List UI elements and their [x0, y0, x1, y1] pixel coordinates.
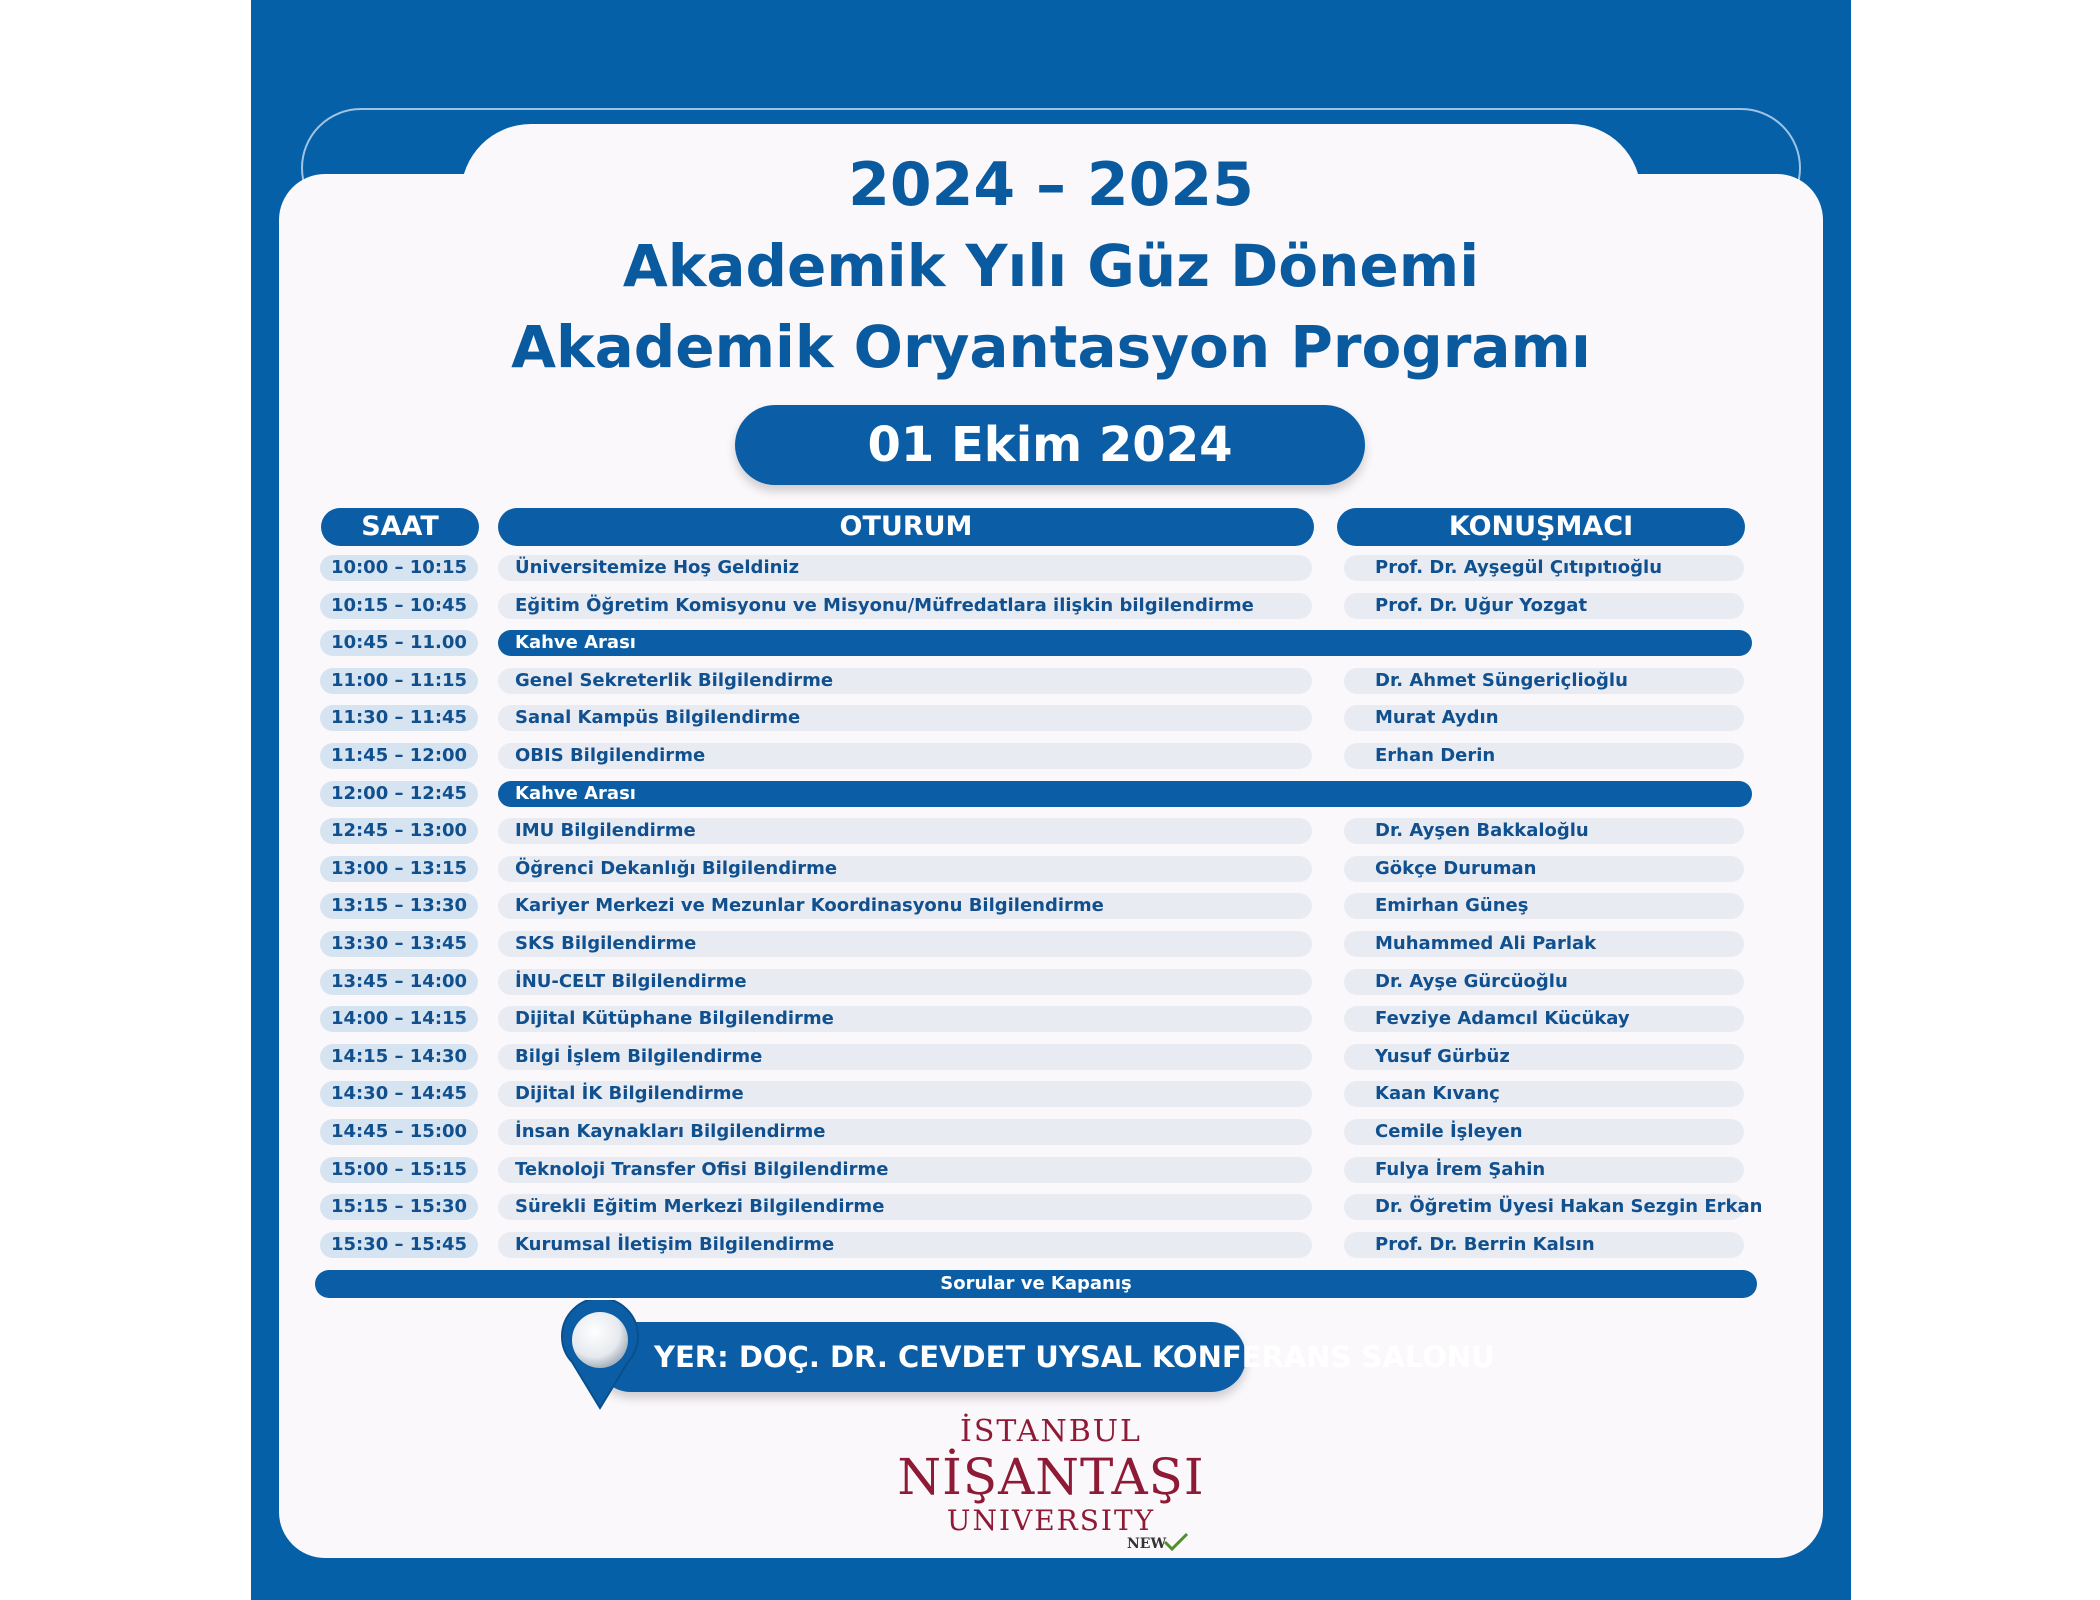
session-cell: Dijital İK Bilgilendirme [498, 1081, 1312, 1107]
location-pin-icon [560, 1300, 640, 1410]
table-row [251, 592, 1851, 620]
speaker-cell: Fulya İrem Şahin [1344, 1157, 1744, 1183]
session-cell: Kariyer Merkezi ve Mezunlar Koordinasyonu Bilgilendirme [498, 893, 1312, 919]
time-cell: 10:00 – 10:15 [320, 555, 478, 581]
coffee-break-bar: Kahve Arası [498, 630, 1752, 656]
speaker-cell: Fevziye Adamcıl Kücükay [1344, 1006, 1744, 1032]
table-row [251, 817, 1851, 845]
column-header-time: SAAT [321, 508, 479, 546]
session-cell: Dijital Kütüphane Bilgilendirme [498, 1006, 1312, 1032]
session-cell: İNU-CELT Bilgilendirme [498, 969, 1312, 995]
table-row [251, 1231, 1851, 1259]
session-cell: IMU Bilgilendirme [498, 818, 1312, 844]
time-cell: 13:15 – 13:30 [320, 893, 478, 919]
table-row [251, 855, 1851, 883]
speaker-cell: Dr. Ayşe Gürcüoğlu [1344, 969, 1744, 995]
table-row [251, 1118, 1851, 1146]
speaker-cell: Dr. Ayşen Bakkaloğlu [1344, 818, 1744, 844]
table-row [251, 554, 1851, 582]
title-semester: Akademik Yılı Güz Dönemi [622, 232, 1480, 300]
venue-banner: YER: DOÇ. DR. CEVDET UYSAL KONFERANS SALONU [596, 1322, 1246, 1392]
logo-text-nisantasi: NİŞANTAŞI [897, 1448, 1205, 1506]
table-row [251, 742, 1851, 770]
column-header-speaker: KONUŞMACI [1337, 508, 1745, 546]
time-cell: 10:45 – 11.00 [320, 630, 478, 656]
time-cell: 14:45 – 15:00 [320, 1119, 478, 1145]
speaker-cell: Gökçe Duruman [1344, 856, 1744, 882]
time-cell: 15:15 – 15:30 [320, 1194, 478, 1220]
session-cell: Üniversitemize Hoş Geldiniz [498, 555, 1312, 581]
table-row [251, 667, 1851, 695]
time-cell: 12:45 – 13:00 [320, 818, 478, 844]
speaker-cell: Prof. Dr. Ayşegül Çıtıpıtıoğlu [1344, 555, 1744, 581]
logo-check-icon [1163, 1532, 1189, 1552]
speaker-cell: Prof. Dr. Berrin Kalsın [1344, 1232, 1744, 1258]
time-cell: 14:00 – 14:15 [320, 1006, 478, 1032]
table-row [251, 892, 1851, 920]
coffee-break-bar: Kahve Arası [498, 781, 1752, 807]
closing-bar: Sorular ve Kapanış [315, 1270, 1757, 1298]
time-cell: 11:45 – 12:00 [320, 743, 478, 769]
speaker-cell: Prof. Dr. Uğur Yozgat [1344, 593, 1744, 619]
speaker-cell: Murat Aydın [1344, 705, 1744, 731]
logo-text-istanbul: İSTANBUL [960, 1414, 1142, 1449]
speaker-cell: Cemile İşleyen [1344, 1119, 1744, 1145]
speaker-cell: Muhammed Ali Parlak [1344, 931, 1744, 957]
time-cell: 15:30 – 15:45 [320, 1232, 478, 1258]
break-row [251, 629, 1851, 657]
speaker-cell: Kaan Kıvanç [1344, 1081, 1744, 1107]
speaker-cell: Dr. Ahmet Süngeriçlioğlu [1344, 668, 1744, 694]
logo-text-university: UNIVERSITY [946, 1504, 1156, 1537]
title-program: Akademik Oryantasyon Programı [511, 313, 1591, 381]
table-row [251, 1193, 1851, 1221]
session-cell: Sanal Kampüs Bilgilendirme [498, 705, 1312, 731]
session-cell: İnsan Kaynakları Bilgilendirme [498, 1119, 1312, 1145]
speaker-cell: Emirhan Güneş [1344, 893, 1744, 919]
time-cell: 14:30 – 14:45 [320, 1081, 478, 1107]
session-cell: Bilgi İşlem Bilgilendirme [498, 1044, 1312, 1070]
column-header-session: OTURUM [498, 508, 1314, 546]
time-cell: 10:15 – 10:45 [320, 593, 478, 619]
time-cell: 13:45 – 14:00 [320, 969, 478, 995]
time-cell: 13:00 – 13:15 [320, 856, 478, 882]
table-row [251, 704, 1851, 732]
session-cell: Kurumsal İletişim Bilgilendirme [498, 1232, 1312, 1258]
date-badge: 01 Ekim 2024 [735, 405, 1365, 485]
session-cell: Öğrenci Dekanlığı Bilgilendirme [498, 856, 1312, 882]
logo-text-new: NEW [1127, 1536, 1167, 1552]
session-cell: Sürekli Eğitim Merkezi Bilgilendirme [498, 1194, 1312, 1220]
poster [251, 0, 1851, 1600]
table-row [251, 930, 1851, 958]
session-cell: OBIS Bilgilendirme [498, 743, 1312, 769]
session-cell: SKS Bilgilendirme [498, 931, 1312, 957]
speaker-cell: Dr. Öğretim Üyesi Hakan Sezgin Erkan [1344, 1194, 1744, 1220]
time-cell: 14:15 – 14:30 [320, 1044, 478, 1070]
session-cell: Eğitim Öğretim Komisyonu ve Misyonu/Müfredatlara ilişkin bilgilendirme [498, 593, 1312, 619]
time-cell: 11:00 – 11:15 [320, 668, 478, 694]
table-row [251, 1043, 1851, 1071]
table-row [251, 1156, 1851, 1184]
break-row [251, 780, 1851, 808]
time-cell: 11:30 – 11:45 [320, 705, 478, 731]
table-row [251, 968, 1851, 996]
time-cell: 12:00 – 12:45 [320, 781, 478, 807]
session-cell: Genel Sekreterlik Bilgilendirme [498, 668, 1312, 694]
speaker-cell: Erhan Derin [1344, 743, 1744, 769]
table-row [251, 1005, 1851, 1033]
speaker-cell: Yusuf Gürbüz [1344, 1044, 1744, 1070]
time-cell: 15:00 – 15:15 [320, 1157, 478, 1183]
table-row [251, 1080, 1851, 1108]
title-years: 2024 – 2025 [848, 150, 1254, 220]
time-cell: 13:30 – 13:45 [320, 931, 478, 957]
session-cell: Teknoloji Transfer Ofisi Bilgilendirme [498, 1157, 1312, 1183]
